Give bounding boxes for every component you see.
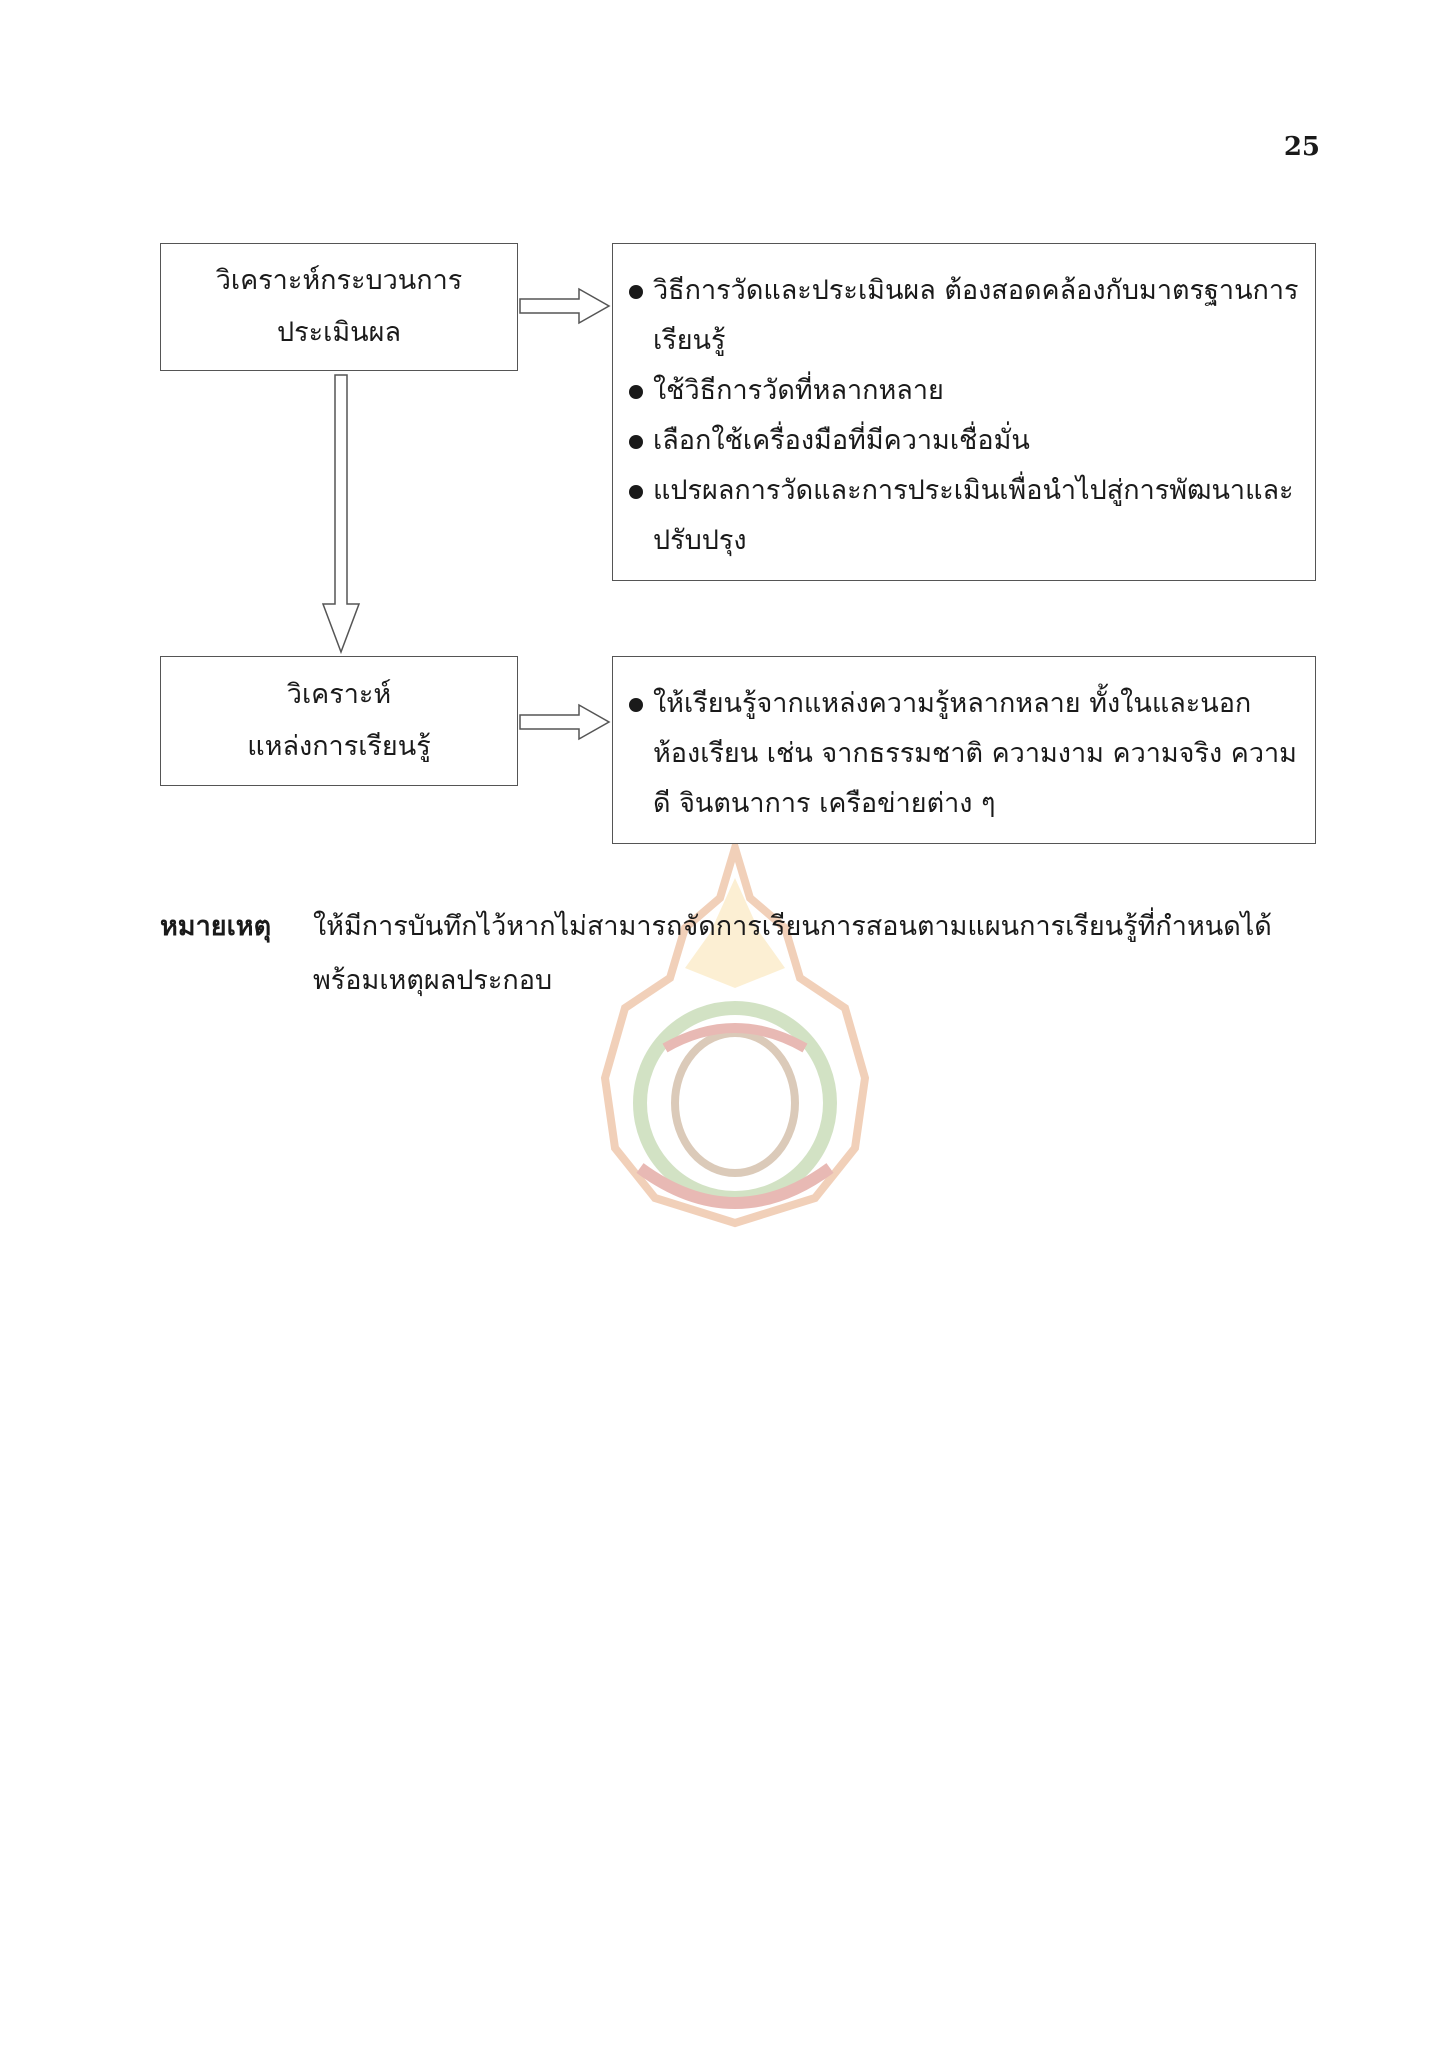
emblem-watermark-icon [585,838,885,1238]
note-text: ให้มีการบันทึกไว้หากไม่สามารถจัดการเรียนการสอนตามแผนการเรียนรู้ที่กำหนดได้ พร้อมเหตุผลประกอบ [313,911,1272,996]
bullet-text: ให้เรียนรู้จากแหล่งความรู้หลากหลาย ทั้งในและนอกห้องเรียน เช่น จากธรรมชาติ ความงาม ความจริง ความดี จินตนาการ เครือข่ายต่าง ๆ [653,688,1297,819]
bullet-list-item [625,416,1303,466]
bullet-icon [629,285,643,299]
step2-title-line: แหล่งการเรียนรู้ [247,731,431,762]
bullet-list-item [625,266,1303,366]
step1-title-line: วิเคราะห์กระบวนการ [215,265,463,296]
page-number: 25 [1283,132,1320,162]
bullet-text: เลือกใช้เครื่องมือที่มีความเชื่อมั่น [653,425,1030,456]
bullet-icon [629,698,643,712]
note-label: หมายเหตุ [160,911,272,942]
step2-details-box [612,656,1316,844]
bullet-text: ใช้วิธีการวัดที่หลากหลาย [653,375,944,406]
bullet-text: วิธีการวัดและประเมินผล ต้องสอดคล้องกับมาตรฐานการเรียนรู้ [653,275,1299,356]
bullet-list-item [625,366,1303,416]
step1-details-box [612,243,1316,581]
bullet-list-item [625,679,1303,829]
bullet-icon [629,435,643,449]
step2-title-box [160,656,518,786]
step1-title-line: ประเมินผล [277,317,401,348]
bullet-icon [629,485,643,499]
step2-title-line: วิเคราะห์ [286,679,392,710]
arrow-right-icon [519,704,611,740]
bullet-list-item [625,466,1303,566]
bullet-text: แปรผลการวัดและการประเมินเพื่อนำไปสู่การพัฒนาและปรับปรุง [653,475,1294,556]
arrow-right-icon [519,288,611,324]
arrow-down-icon [322,374,360,654]
step1-title-box [160,243,518,371]
bullet-icon [629,385,643,399]
note-paragraph [160,900,1330,1008]
